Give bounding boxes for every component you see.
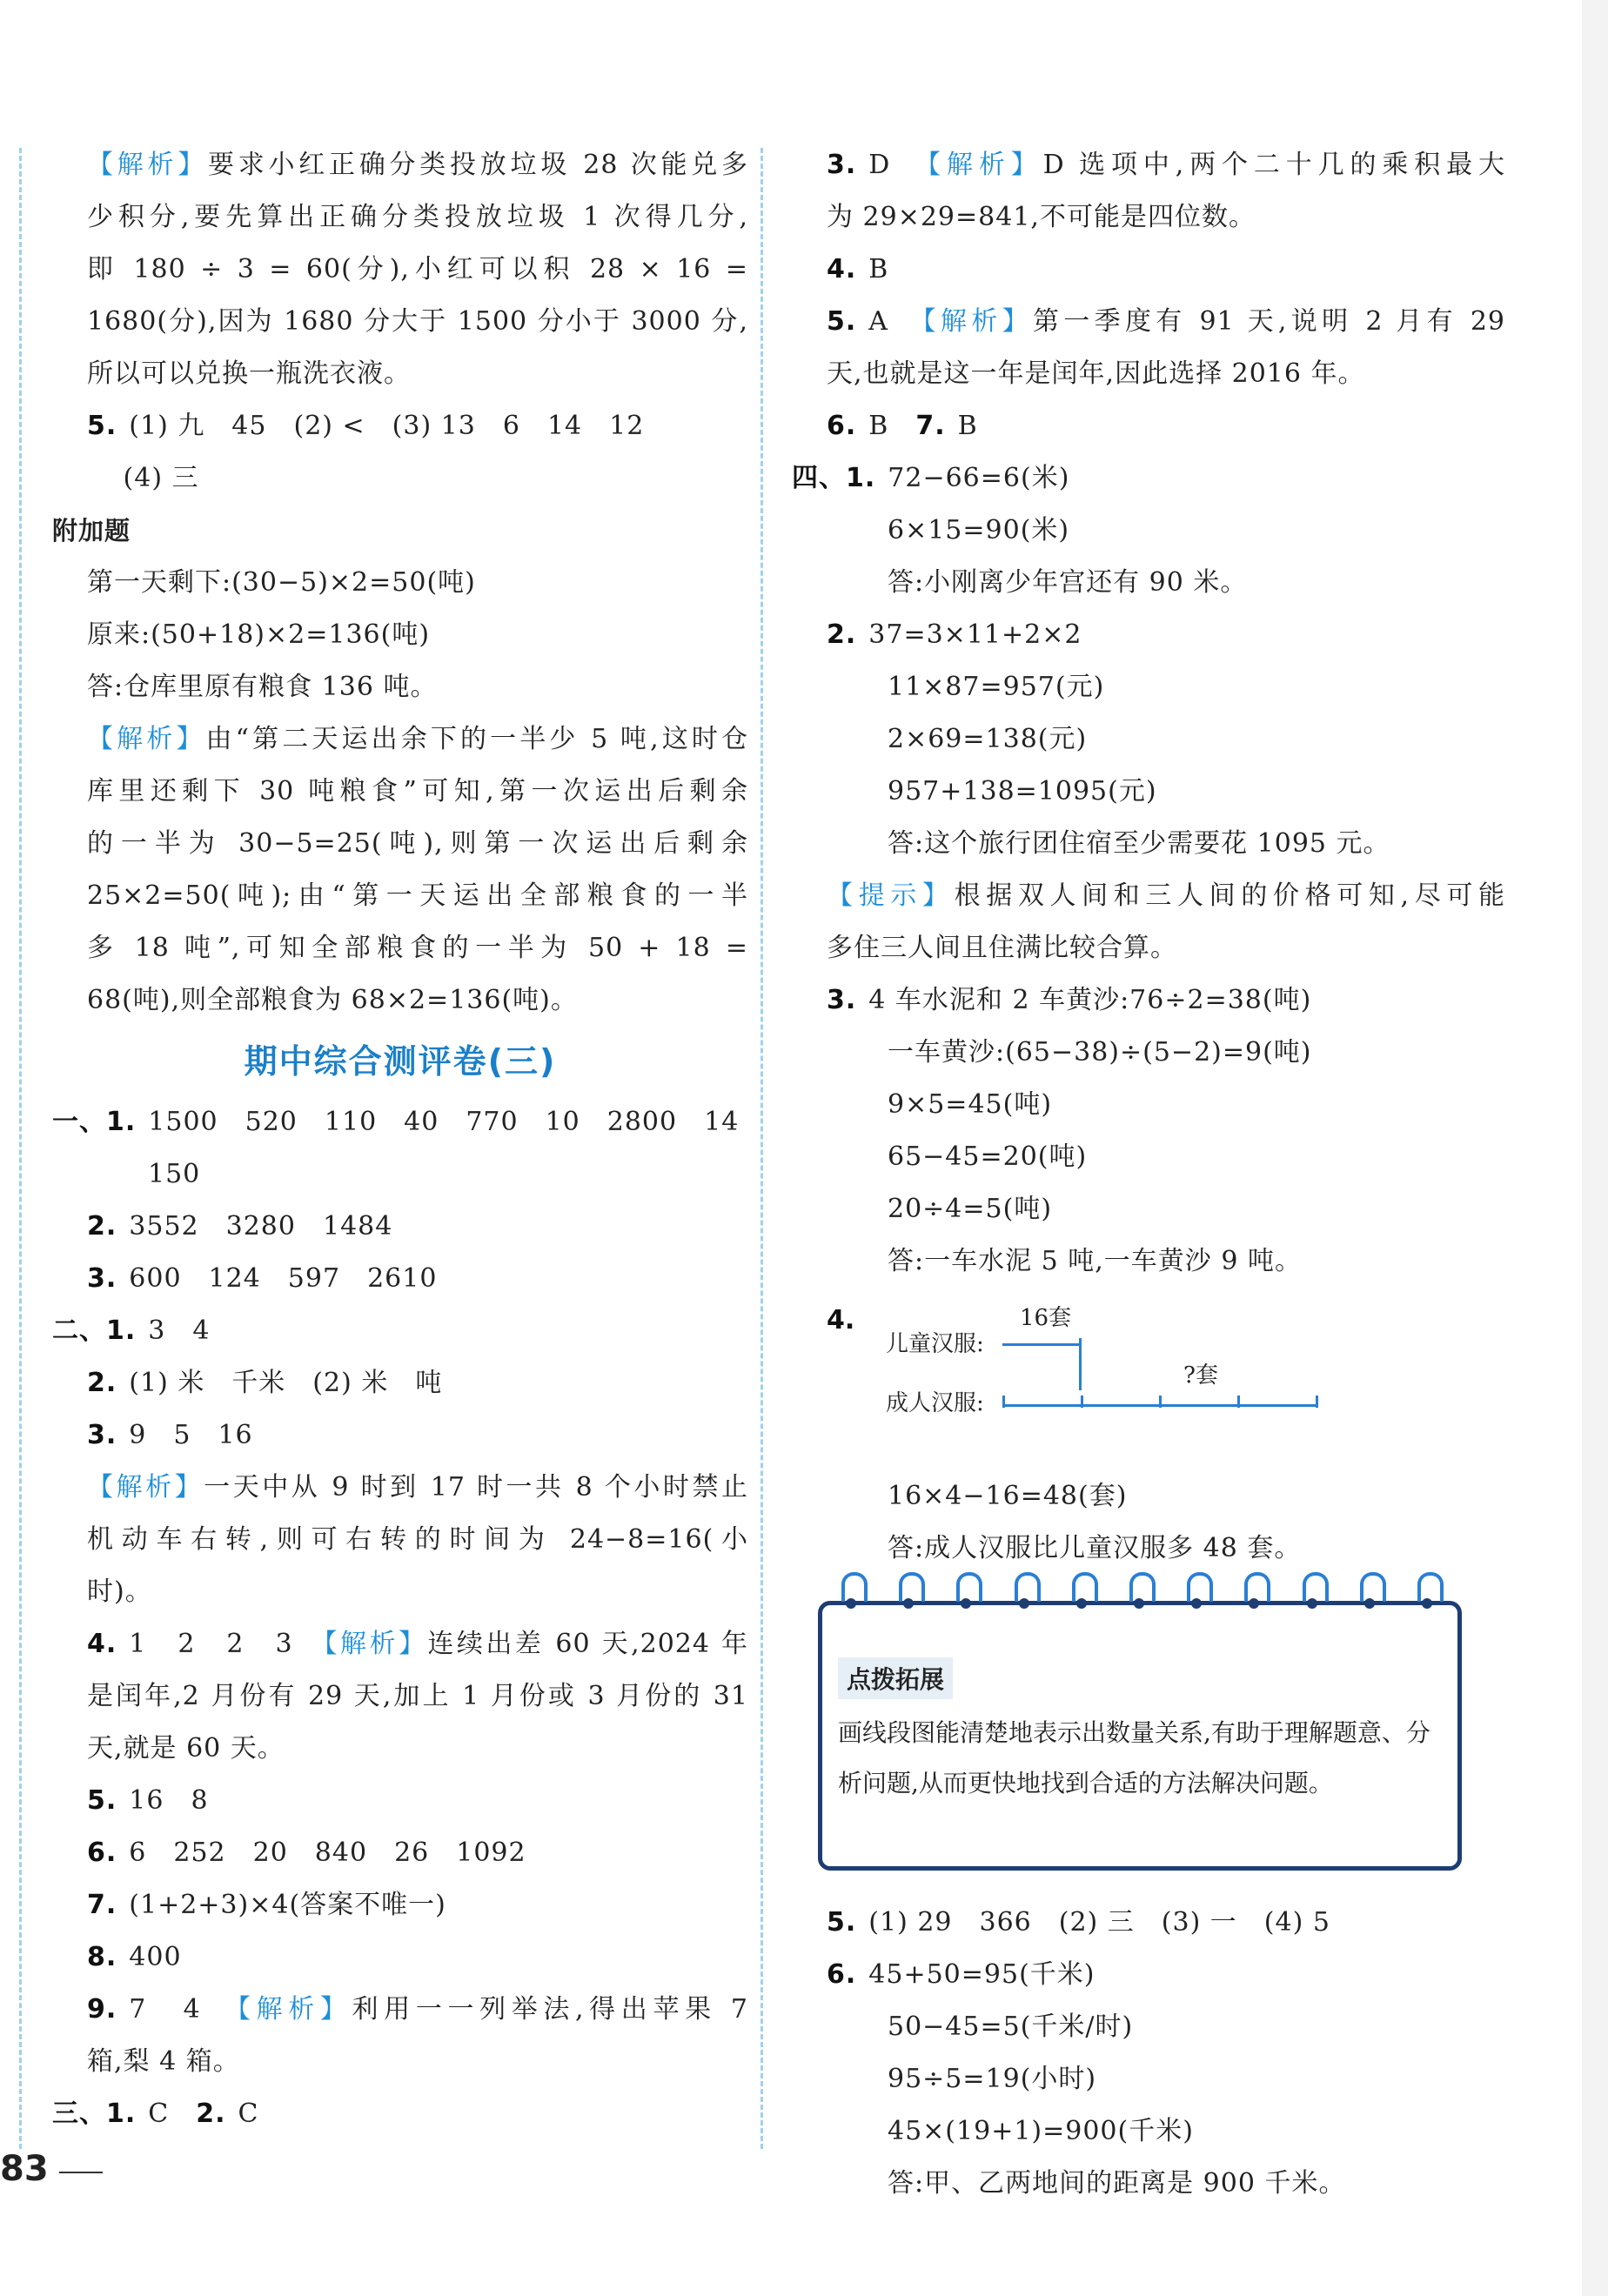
answer-text: 所以可以兑换一瓶洗衣液。	[87, 358, 411, 389]
answer-text: 是闰年,2 月份有 29 天,加上 1 月份或 3 月份的 31	[87, 1681, 748, 1711]
answer-text: 时)。	[87, 1576, 152, 1607]
left-line	[52, 766, 748, 818]
right-line	[792, 2158, 1505, 2210]
ring-icon	[841, 1572, 862, 1610]
left-line	[52, 1409, 748, 1462]
ring-icon	[1015, 1572, 1035, 1610]
right-line	[792, 1235, 1505, 1288]
right-answers-top	[792, 139, 1505, 1288]
segment-diagram	[792, 1305, 1505, 1470]
answer-text: 3 4	[148, 1315, 211, 1346]
left-line	[52, 2036, 748, 2088]
section-title: 期中综合测评卷(三)	[244, 1042, 557, 1081]
answer-text: 68(吨),则全部粮食为 68×2=136(吨)。	[87, 985, 578, 1015]
tips-notebook	[818, 1601, 1462, 1871]
question-number: 7.	[915, 411, 946, 441]
section-heading: 附加题	[52, 516, 131, 546]
right-line	[792, 244, 1505, 296]
question-number: 5.	[87, 411, 117, 441]
right-line	[792, 348, 1505, 400]
analysis-tag: 【解析】	[87, 724, 206, 754]
right-line	[792, 922, 1505, 974]
question-number: 二、1.	[52, 1315, 137, 1346]
right-line	[792, 2053, 1505, 2105]
question-number: 2.	[87, 1211, 117, 1242]
right-line	[792, 505, 1505, 557]
ring-icon	[1072, 1572, 1093, 1610]
answer-text: 400	[129, 1942, 182, 1972]
answer-text: C	[148, 2099, 197, 2129]
answer-text: 第一天剩下:(30−5)×2=50(吨)	[87, 567, 476, 598]
answer-text: 天,也就是这一年是闰年,因此选择 2016 年。	[827, 358, 1365, 389]
left-line	[52, 139, 748, 191]
question-number: 4.	[87, 1629, 117, 1659]
question-number: 3.	[827, 150, 857, 180]
answer-text: 16×4−16=48(套)	[888, 1481, 1128, 1511]
answer-text: 即 180 ÷ 3 = 60(分),小红可以积 28 × 16 =	[87, 254, 748, 284]
answer-text: 一车黄沙:(65−38)÷(5−2)=9(吨)	[888, 1037, 1312, 1068]
answer-text: C	[238, 2099, 259, 2129]
answer-text: 答:仓库里原有粮食 136 吨。	[87, 672, 438, 702]
answer-text: 6 252 20 840 26 1092	[129, 1837, 526, 1868]
answer-text: (1+2+3)×4(答案不唯一)	[129, 1890, 446, 1920]
left-line	[52, 870, 748, 922]
analysis-tag: 【解析】	[87, 1472, 204, 1503]
adults-tick-3	[1159, 1396, 1162, 1408]
question-number: 三、1.	[52, 2099, 137, 2129]
diagram-question-number	[792, 1288, 1505, 1305]
notebook-text: 画线段图能清楚地表示出数量关系,有助于理解题意、分析问题,从而更快地找到合适的方法解决问题。	[838, 1718, 1430, 1797]
answer-text: 600 124 597 2610	[129, 1263, 438, 1294]
answer-text: 机动车右转,则可右转的时间为 24−8=16(小	[87, 1524, 748, 1555]
left-line	[52, 244, 748, 296]
answer-text: (1) 九 45 (2) < (3) 13 6 14 12	[129, 411, 645, 441]
question-number: 3.	[87, 1420, 117, 1450]
answer-text: 原来:(50+18)×2=136(吨)	[87, 619, 431, 650]
answer-text: 少积分,要先算出正确分类投放垃圾 1 次得几分,	[87, 202, 748, 232]
answer-text: 答:这个旅行团住宿至少需要花 1095 元。	[888, 828, 1390, 859]
left-line	[52, 557, 748, 609]
answer-text: 由“第二天运出余下的一半少 5 吨,这时仓	[205, 724, 748, 754]
answer-text: 为 29×29=841,不可能是四位数。	[827, 202, 1256, 232]
right-line	[792, 1027, 1505, 1079]
right-line	[792, 191, 1505, 244]
question-number: 四、1.	[792, 463, 876, 493]
answer-text: 答:甲、乙两地间的距离是 900 千米。	[888, 2168, 1346, 2199]
right-line	[792, 1523, 1505, 1575]
question-number: 6.	[87, 1837, 117, 1868]
right-line	[792, 818, 1505, 870]
diagram-label-top: 16套	[1020, 1305, 1072, 1331]
adults-tick-1	[1002, 1396, 1005, 1408]
adults-tick-2	[1081, 1396, 1083, 1408]
answer-text: B	[957, 411, 978, 441]
answer-text: (1) 29 366 (2) 三 (3) 一 (4) 5	[868, 1907, 1330, 1938]
right-column	[792, 139, 1505, 2210]
answer-text: 25×2=50(吨);由“第一天运出全部粮食的一半	[87, 880, 748, 911]
right-line	[792, 400, 1505, 452]
question-number: 一、1.	[52, 1107, 137, 1137]
question-number: 8.	[87, 1942, 117, 1972]
question-number: 5.	[87, 1785, 117, 1816]
answer-text: 45×(19+1)=900(千米)	[888, 2116, 1194, 2146]
answer-text: 答:一车水泥 5 吨,一车黄沙 9 吨。	[888, 1246, 1302, 1276]
answer-text: 天,就是 60 天。	[87, 1733, 285, 1764]
left-line	[52, 191, 748, 244]
answer-text: 答:成人汉服比儿童汉服多 48 套。	[888, 1533, 1302, 1563]
children-bar-end	[1079, 1338, 1082, 1390]
notebook-title: 点拨拓展	[838, 1657, 953, 1699]
ring-icon	[1187, 1572, 1208, 1610]
answer-text: (4) 三	[87, 463, 199, 493]
left-line	[52, 818, 748, 870]
answer-text: 要求小红正确分类投放垃圾 28 次能兑多	[208, 150, 748, 180]
right-line	[792, 661, 1505, 713]
right-line	[792, 1897, 1505, 1949]
question-number: 2.	[196, 2099, 226, 2129]
right-line	[792, 296, 1505, 348]
question-number: 7.	[87, 1890, 117, 1920]
adults-tick-5	[1316, 1396, 1318, 1408]
answer-text: 3552 3280 1484	[129, 1211, 393, 1242]
right-line	[792, 713, 1505, 766]
answer-text: D	[868, 150, 928, 180]
left-line	[52, 505, 748, 557]
answer-text: 6×15=90(米)	[888, 515, 1070, 546]
left-line	[52, 1618, 748, 1670]
right-line	[792, 974, 1505, 1027]
analysis-tag: 【解析】	[324, 1629, 428, 1659]
page-number: 83	[0, 2149, 49, 2189]
question-number: 6.	[827, 411, 857, 441]
ring-icon	[899, 1572, 920, 1610]
answer-text: 1 2 2 3	[129, 1629, 325, 1659]
answer-text: 4 车水泥和 2 车黄沙:76÷2=38(吨)	[868, 985, 1312, 1015]
answer-text: D 选项中,两个二十几的乘积最大	[1042, 150, 1505, 180]
right-line	[792, 452, 1505, 505]
left-line	[52, 2088, 748, 2140]
question-number: 6.	[827, 1959, 857, 1990]
left-line	[52, 1462, 748, 1514]
question-number: 5.	[827, 306, 857, 337]
diagram-label-children: 儿童汉服:	[886, 1331, 984, 1357]
analysis-tag: 【解析】	[87, 150, 208, 180]
left-line	[52, 1931, 748, 1984]
left-column	[52, 139, 748, 2140]
right-line	[792, 1079, 1505, 1131]
left-line	[52, 1357, 748, 1409]
answer-text: 95÷5=19(小时)	[888, 2064, 1097, 2094]
left-line	[52, 348, 748, 400]
question-number: 2.	[827, 619, 857, 650]
ring-icon	[1244, 1572, 1265, 1610]
left-line	[52, 1305, 748, 1357]
answer-text: (1) 米 千米 (2) 米 吨	[129, 1368, 443, 1398]
answer-text: 1680(分),因为 1680 分大于 1500 分小于 3000 分,	[87, 306, 748, 337]
answer-text: 2×69=138(元)	[888, 724, 1088, 754]
analysis-tag: 【解析】	[928, 150, 1043, 180]
right-line	[792, 2105, 1505, 2158]
answer-text: 957+138=1095(元)	[888, 776, 1157, 807]
right-line	[792, 557, 1505, 609]
left-line	[52, 452, 748, 505]
notebook-rings	[841, 1572, 1438, 1610]
answer-text: 50−45=5(千米/时)	[888, 2012, 1134, 2042]
left-line	[52, 1253, 748, 1305]
answer-text: 72−66=6(米)	[888, 463, 1070, 493]
question-number: 4.	[827, 254, 857, 284]
adults-tick-4	[1237, 1396, 1240, 1408]
left-line	[52, 1148, 748, 1201]
left-line	[52, 974, 748, 1027]
answer-text: 的一半为 30−5=25(吨),则第一次运出后剩余	[87, 828, 748, 859]
left-line	[52, 296, 748, 348]
left-line	[52, 1566, 748, 1618]
analysis-tag: 【解析】	[238, 1994, 352, 2025]
ring-icon	[1129, 1572, 1150, 1610]
answer-text: 多住三人间且住满比较合算。	[827, 933, 1177, 963]
left-line	[52, 1984, 748, 2036]
answer-text: 65−45=20(吨)	[888, 1141, 1088, 1172]
question-number: 9.	[87, 1994, 117, 2025]
left-line	[52, 1723, 748, 1775]
diagram-label-adults: 成人汉服:	[886, 1390, 984, 1416]
page-number-rule	[59, 2172, 103, 2173]
answer-text: 9×5=45(吨)	[888, 1089, 1053, 1120]
ring-icon	[1417, 1572, 1438, 1610]
column-divider	[760, 148, 763, 2149]
page-edge-shade	[1582, 0, 1608, 2296]
right-line	[792, 766, 1505, 818]
analysis-tag: 【提示】	[827, 880, 955, 911]
ring-icon	[1303, 1572, 1323, 1610]
analysis-tag: 【解析】	[922, 306, 1033, 337]
children-bar	[1002, 1343, 1081, 1346]
answer-text: B	[868, 411, 916, 441]
answer-text: 第一季度有 91 天,说明 2 月有 29	[1032, 306, 1505, 337]
right-answers-diagram	[792, 1470, 1505, 1575]
left-line	[52, 1514, 748, 1566]
right-line	[792, 1183, 1505, 1235]
answer-text: 16 8	[129, 1785, 209, 1816]
answer-text: 45+50=95(千米)	[868, 1959, 1095, 1990]
answer-text: 9 5 16	[129, 1420, 253, 1450]
question-number: 3.	[87, 1263, 117, 1294]
ring-icon	[956, 1572, 977, 1610]
left-line	[52, 1096, 748, 1148]
right-line	[792, 609, 1505, 661]
answer-text: 20÷4=5(吨)	[888, 1194, 1053, 1224]
diagram-number: 4.	[827, 1305, 855, 1335]
answer-text: 答:小刚离少年宫还有 90 米。	[888, 567, 1248, 598]
answer-text: 150	[148, 1159, 201, 1189]
answer-text: 箱,梨 4 箱。	[87, 2046, 240, 2077]
left-line	[52, 1775, 748, 1827]
right-line	[792, 1470, 1505, 1523]
left-line	[52, 1201, 748, 1253]
answer-text: B	[868, 254, 889, 284]
left-line	[52, 1879, 748, 1931]
right-answers-bottom	[792, 1897, 1505, 2210]
left-line	[52, 1827, 748, 1879]
answer-text: 多 18 吨”,可知全部粮食的一半为 50 + 18 =	[87, 933, 748, 963]
question-number: 2.	[87, 1368, 117, 1398]
left-line	[52, 400, 748, 452]
diagram-label-unknown: ?套	[1183, 1362, 1218, 1389]
left-line	[52, 1670, 748, 1723]
answer-text: 1500 520 110 40 770 10 2800 14	[148, 1107, 740, 1137]
answer-text: 一天中从 9 时到 17 时一共 8 个小时禁止	[204, 1472, 748, 1503]
right-line	[792, 1949, 1505, 2001]
answer-text: 37=3×11+2×2	[868, 619, 1082, 650]
answer-text: 7 4	[129, 1994, 238, 2025]
ring-icon	[1360, 1572, 1381, 1610]
left-line	[52, 609, 748, 661]
left-line	[52, 713, 748, 766]
answer-text: 库里还剩下 30 吨粮食”可知,第一次运出后剩余	[87, 776, 748, 807]
question-number: 3.	[827, 985, 857, 1015]
answer-text: 根据双人间和三人间的价格可知,尽可能	[954, 880, 1505, 911]
left-line	[52, 661, 748, 713]
left-margin-divider	[19, 148, 22, 2149]
right-line	[792, 139, 1505, 191]
answer-text: 11×87=957(元)	[888, 672, 1105, 702]
left-line	[52, 922, 748, 974]
right-line	[792, 1131, 1505, 1183]
answer-text: 连续出差 60 天,2024 年	[427, 1629, 748, 1659]
right-line	[792, 870, 1505, 922]
right-line	[792, 2001, 1505, 2053]
answer-text: A	[868, 306, 923, 337]
answer-text: 利用一一列举法,得出苹果 7	[352, 1994, 748, 2025]
question-number: 5.	[827, 1907, 857, 1938]
